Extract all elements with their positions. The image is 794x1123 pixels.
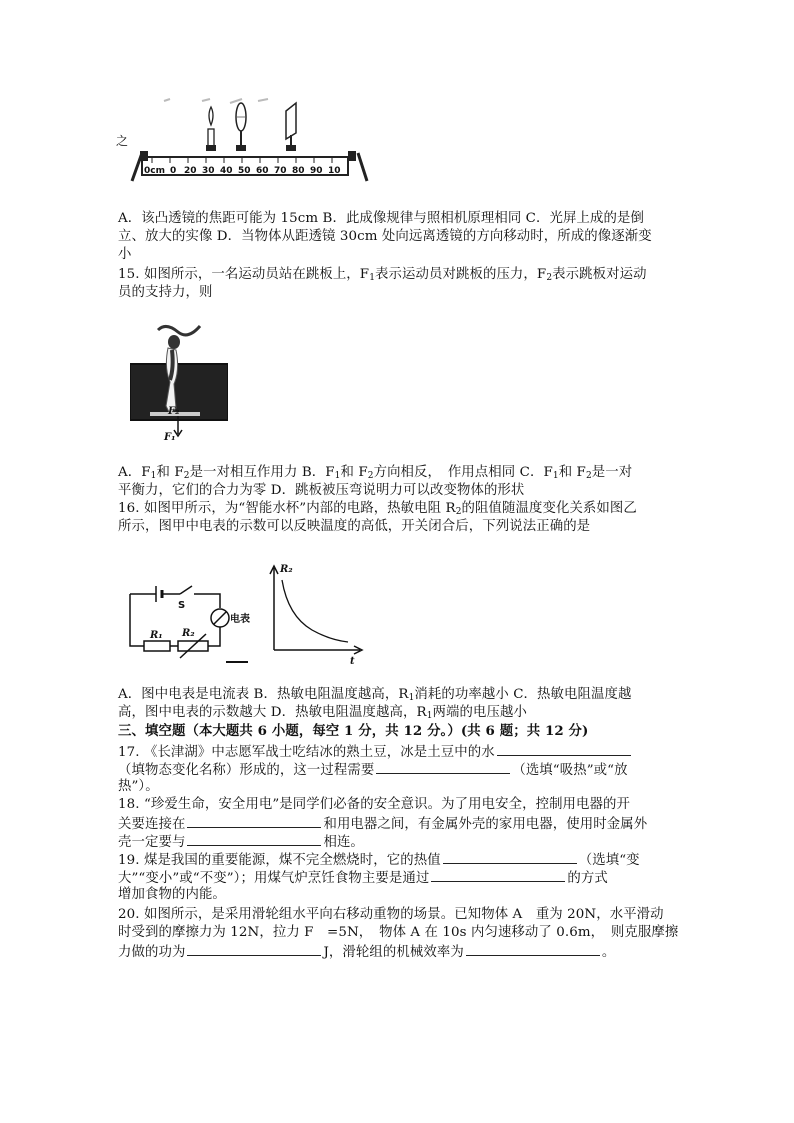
light-screen-icon [286, 103, 296, 151]
q18-line1: 18. “珍爱生命，安全用电”是同学们必备的安全意识。为了用电安全，控制用电器的开 [118, 797, 631, 812]
q19-line1: 19. 煤是我国的重要能源，煤不完全燃烧时，它的热值 （选填“变 [118, 850, 640, 870]
ruler-tick-label: 40 [220, 166, 233, 176]
ruler-tick-label: 30 [202, 166, 215, 176]
q19-line2: 大”“变小”或“不变”）；用煤气炉烹饪食物主要是通过 的方式 [118, 868, 608, 888]
ruler-tick-label: 80 [292, 166, 305, 176]
q16-stem-line1: 16. 如图甲所示，为“智能水杯”内部的电路，热敏电阻 $R_2$的阻值随温度变化关系如图乙 [118, 501, 637, 517]
q17-line1: 17. 《长津湖》中志愿军战士吃结冰的熟土豆，冰是土豆中的水 [118, 742, 633, 762]
q18-line2: 关要连接在 和用电器之间，有金属外壳的家用电器，使用时金属外 [118, 814, 647, 834]
meter-label: 电表 [230, 614, 250, 625]
ruler-tick-label: 0 [170, 166, 177, 176]
ruler-tick-label: 70 [274, 166, 287, 176]
candle-icon [206, 107, 216, 151]
answer-blank[interactable] [187, 814, 321, 828]
ruler-tick-label: 10 [328, 166, 341, 176]
ruler-tick-label: 90 [310, 166, 323, 176]
q18-line3: 壳一定要与 相连。 [118, 832, 364, 852]
q15-stem-line2: 员的支持力，则 [118, 285, 213, 300]
q14-options-line1: A．该凸透镜的焦距可能为 15cm B．此成像规律与照相机原理相同 C．光屏上成的是倒 [118, 211, 644, 226]
ruler-tick-label: 50 [238, 166, 251, 176]
graph-y-label: R₂ [280, 564, 293, 575]
answer-blank[interactable] [376, 760, 510, 774]
q14-options-line2: 立、放大的实像 D．当物体从距透镜 30cm 处向远离透镜的方向移动时，所成的像逐渐变 [118, 229, 652, 244]
ruler-tick-label: 60 [256, 166, 269, 176]
figure-left-mark: 之 [116, 134, 129, 148]
ruler-tick-label: 20 [184, 166, 197, 176]
q15-options-line2: 平衡力，它们的合力为零 D．跳板被压弯说明力可以改变物体的形状 [118, 483, 525, 498]
resistor-r1-label: R₁ [150, 630, 163, 641]
convex-lens-icon [236, 103, 246, 151]
optical-bench-figure [112, 95, 382, 190]
q15-options-line1: A．$F_1$和 $F_2$是一对相互作用力 B．$F_1$和 $F_2$方向相反， 作用点相同 C．$F_1$和 $F_2$是一对 [118, 465, 633, 481]
answer-blank[interactable] [431, 868, 565, 882]
ruler-tick-label: 0cm [144, 166, 165, 176]
answer-blank[interactable] [497, 742, 631, 756]
diving-board-photo [130, 320, 228, 442]
force-label-f2: F₂ [168, 406, 180, 417]
switch-label: S [178, 600, 186, 611]
resistor-r2-label: R₂ [182, 628, 195, 639]
q19-line3: 增加食物的内能。 [118, 887, 226, 902]
answer-blank[interactable] [466, 942, 600, 956]
answer-blank[interactable] [187, 942, 321, 956]
q14-options-line3: 小 [118, 247, 132, 262]
q16-options-line1: A．图中电表是电流表 B．热敏电阻温度越高，$R_1$消耗的功率越小 C．热敏电阻温度越 [118, 687, 632, 703]
q16-stem-line2: 所示，图甲中电表的示数可以反映温度的高低，开关闭合后，下列说法正确的是 [118, 519, 591, 534]
circuit-diagram [120, 578, 260, 668]
q20-line2: 时受到的摩擦力为 12N，拉力 F =5N， 物体 A 在 10s 内匀速移动了 0.6m， 则克服摩擦 [118, 925, 679, 940]
q15-stem-line1: 15. 如图所示，一名运动员站在跳板上，$F_1$表示运动员对跳板的压力，$F_2$表示跳板对运动 [118, 267, 647, 283]
q20-line1: 20. 如图所示，是采用滑轮组水平向右移动重物的场景。已知物体 A 重为 20N，水平滑动 [118, 907, 664, 922]
graph-x-label: t [350, 656, 355, 666]
r2-temperature-graph [262, 560, 367, 666]
force-label-f1: F₁ [164, 432, 176, 442]
q20-line3: 力做的功为 J，滑轮组的机械效率为 。 [118, 942, 615, 962]
answer-blank[interactable] [443, 850, 577, 864]
section-heading: 三、填空题（本大题共 6 小题，每空 1 分，共 12 分。）(共 6 题；共 12 分) [118, 723, 589, 739]
q17-line3: 热”）。 [118, 779, 159, 794]
q17-line2: （填物态变化名称）形成的，这一过程需要 （选填“吸热”或“放 [118, 760, 628, 780]
q16-options-line2: 高，图中电表的示数越大 D．热敏电阻温度越高，$R_1$两端的电压越小 [118, 705, 527, 721]
answer-blank[interactable] [187, 832, 321, 846]
